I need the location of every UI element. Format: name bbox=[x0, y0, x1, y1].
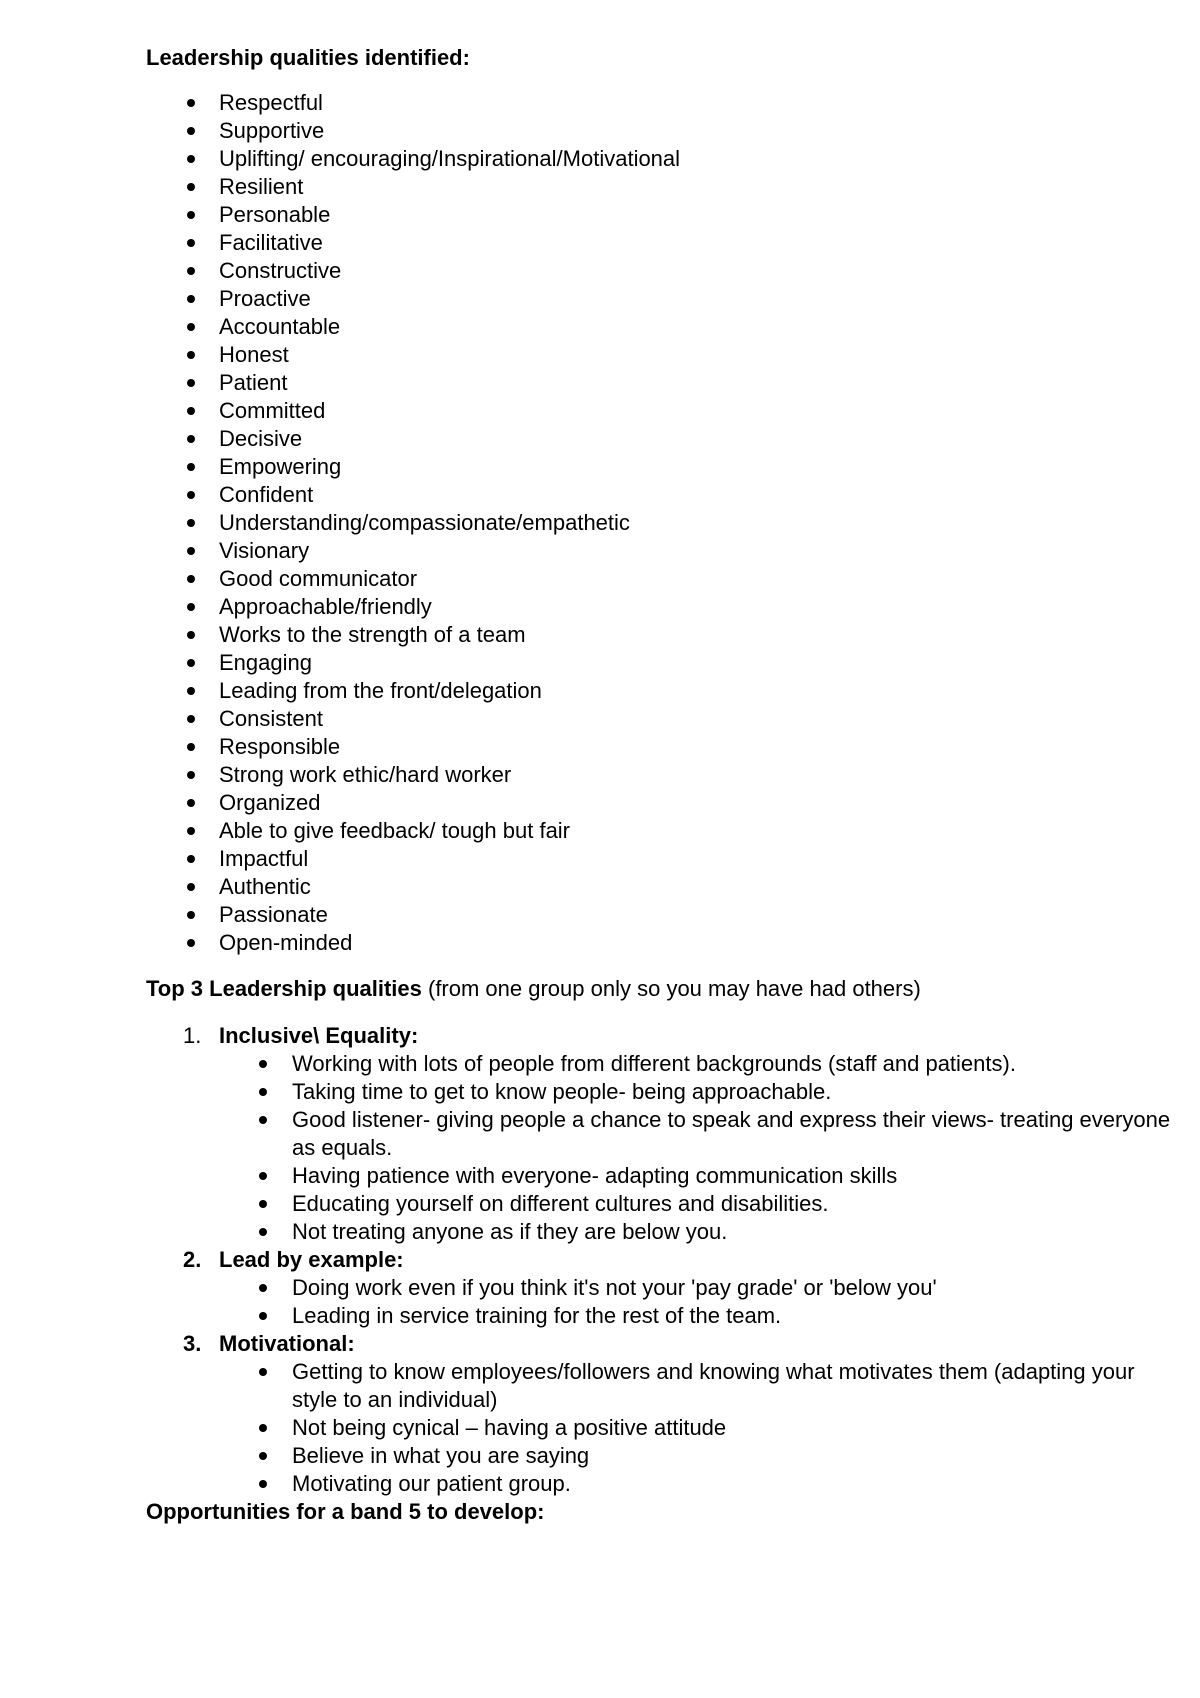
bullet-icon bbox=[259, 1284, 267, 1292]
top3-heading bbox=[146, 974, 1200, 1004]
quality-text: Supportive bbox=[219, 118, 325, 143]
point-text: Taking time to get to know people- being approachable. bbox=[292, 1079, 832, 1104]
quality-text: Strong work ethic/hard worker bbox=[219, 762, 512, 787]
item-point bbox=[219, 1218, 1172, 1246]
quality-text: Impactful bbox=[219, 846, 309, 871]
item-title: Inclusive\ Equality: bbox=[219, 1023, 419, 1048]
point-text: Motivating our patient group. bbox=[292, 1471, 571, 1496]
quality-text: Respectful bbox=[219, 90, 323, 115]
quality-list-item bbox=[146, 705, 1200, 733]
point-text: Working with lots of people from different backgrounds (staff and patients). bbox=[292, 1051, 1016, 1076]
bullet-icon bbox=[187, 295, 195, 303]
top3-list bbox=[146, 1022, 1200, 1498]
bullet-icon bbox=[187, 127, 195, 135]
quality-text: Understanding/compassionate/empathetic bbox=[219, 510, 630, 535]
point-text: Not being cynical – having a positive attitude bbox=[292, 1415, 727, 1440]
bullet-icon bbox=[259, 1116, 267, 1124]
quality-text: Confident bbox=[219, 482, 314, 507]
quality-list-item bbox=[146, 425, 1200, 453]
quality-text: Engaging bbox=[219, 650, 312, 675]
item-point bbox=[219, 1050, 1172, 1078]
quality-text: Patient bbox=[219, 370, 288, 395]
quality-text: Responsible bbox=[219, 734, 341, 759]
bullet-icon bbox=[187, 183, 195, 191]
quality-list-item bbox=[146, 817, 1200, 845]
point-text: Leading in service training for the rest of the team. bbox=[292, 1303, 782, 1328]
quality-text: Approachable/friendly bbox=[219, 594, 432, 619]
quality-list-item bbox=[146, 677, 1200, 705]
point-text: Doing work even if you think it's not your 'pay grade' or 'below you' bbox=[292, 1275, 937, 1300]
top3-item bbox=[146, 1246, 1200, 1330]
top3-item bbox=[146, 1022, 1200, 1246]
item-point bbox=[219, 1302, 1172, 1330]
quality-list-item bbox=[146, 621, 1200, 649]
quality-text: Consistent bbox=[219, 706, 323, 731]
quality-list-item bbox=[146, 145, 1200, 173]
point-text: Having patience with everyone- adapting communication skills bbox=[292, 1163, 898, 1188]
bullet-icon bbox=[187, 659, 195, 667]
quality-text: Committed bbox=[219, 398, 326, 423]
bullet-icon bbox=[187, 379, 195, 387]
quality-text: Good communicator bbox=[219, 566, 418, 591]
bullet-icon bbox=[259, 1172, 267, 1180]
quality-list-item bbox=[146, 173, 1200, 201]
quality-list-item bbox=[146, 369, 1200, 397]
bullet-icon bbox=[187, 799, 195, 807]
top3-heading-note: (from one group only so you may have had others) bbox=[421, 976, 921, 1001]
quality-text: Accountable bbox=[219, 314, 341, 339]
quality-list-item bbox=[146, 397, 1200, 425]
bullet-icon bbox=[187, 519, 195, 527]
bullet-icon bbox=[187, 631, 195, 639]
quality-text: Leading from the front/delegation bbox=[219, 678, 542, 703]
top3-heading-bold: Top 3 Leadership qualities bbox=[146, 976, 422, 1001]
bullet-icon bbox=[187, 771, 195, 779]
quality-list-item bbox=[146, 89, 1200, 117]
bullet-icon bbox=[187, 715, 195, 723]
quality-text: Facilitative bbox=[219, 230, 323, 255]
quality-list-item bbox=[146, 201, 1200, 229]
top3-item bbox=[146, 1330, 1200, 1498]
item-title: Motivational: bbox=[219, 1331, 355, 1356]
quality-text: Open-minded bbox=[219, 930, 353, 955]
bullet-icon bbox=[259, 1200, 267, 1208]
bullet-icon bbox=[187, 575, 195, 583]
bullet-icon bbox=[259, 1368, 267, 1376]
bullet-icon bbox=[187, 267, 195, 275]
quality-text: Authentic bbox=[219, 874, 311, 899]
quality-list-item bbox=[146, 733, 1200, 761]
quality-list-item bbox=[146, 761, 1200, 789]
quality-text: Able to give feedback/ tough but fair bbox=[219, 818, 571, 843]
item-title: Lead by example: bbox=[219, 1247, 404, 1272]
item-point bbox=[219, 1442, 1172, 1470]
quality-text: Honest bbox=[219, 342, 289, 367]
quality-list-item bbox=[146, 117, 1200, 145]
quality-list-item bbox=[146, 537, 1200, 565]
bullet-icon bbox=[187, 99, 195, 107]
bullet-icon bbox=[187, 407, 195, 415]
point-text: Not treating anyone as if they are below you. bbox=[292, 1219, 728, 1244]
bullet-icon bbox=[187, 491, 195, 499]
item-point bbox=[219, 1414, 1172, 1442]
quality-text: Personable bbox=[219, 202, 331, 227]
bullet-icon bbox=[187, 855, 195, 863]
bullet-icon bbox=[259, 1480, 267, 1488]
bullet-icon bbox=[187, 939, 195, 947]
quality-list-item bbox=[146, 453, 1200, 481]
quality-list-item bbox=[146, 481, 1200, 509]
item-number: 3. bbox=[183, 1331, 202, 1356]
item-points-list bbox=[219, 1050, 1200, 1246]
bullet-icon bbox=[187, 883, 195, 891]
quality-list-item bbox=[146, 313, 1200, 341]
qualities-list bbox=[146, 89, 1200, 957]
item-points-list bbox=[219, 1358, 1200, 1498]
quality-list-item bbox=[146, 901, 1200, 929]
item-point bbox=[219, 1358, 1172, 1414]
bullet-icon bbox=[187, 603, 195, 611]
bullet-icon bbox=[187, 239, 195, 247]
quality-text: Uplifting/ encouraging/Inspirational/Motivational bbox=[219, 146, 681, 171]
item-point bbox=[219, 1162, 1172, 1190]
quality-text: Constructive bbox=[219, 258, 342, 283]
point-text: Getting to know employees/followers and knowing what motivates them (adapting your style to an individual) bbox=[292, 1359, 1135, 1412]
quality-text: Proactive bbox=[219, 286, 311, 311]
item-point bbox=[219, 1078, 1172, 1106]
item-number: 2. bbox=[183, 1247, 202, 1272]
quality-text: Works to the strength of a team bbox=[219, 622, 526, 647]
opportunities-heading: Opportunities for a band 5 to develop: bbox=[146, 1499, 545, 1524]
quality-list-item bbox=[146, 873, 1200, 901]
bullet-icon bbox=[259, 1452, 267, 1460]
quality-list-item bbox=[146, 285, 1200, 313]
bullet-icon bbox=[187, 911, 195, 919]
bullet-icon bbox=[187, 351, 195, 359]
bullet-icon bbox=[187, 463, 195, 471]
quality-list-item bbox=[146, 929, 1200, 957]
item-point bbox=[219, 1274, 1172, 1302]
quality-list-item bbox=[146, 229, 1200, 257]
item-points-list bbox=[219, 1274, 1200, 1330]
point-text: Believe in what you are saying bbox=[292, 1443, 590, 1468]
bullet-icon bbox=[259, 1060, 267, 1068]
quality-text: Resilient bbox=[219, 174, 304, 199]
bullet-icon bbox=[187, 155, 195, 163]
quality-list-item bbox=[146, 845, 1200, 873]
qualities-heading: Leadership qualities identified: bbox=[146, 45, 470, 70]
point-text: Educating yourself on different cultures and disabilities. bbox=[292, 1191, 829, 1216]
quality-text: Visionary bbox=[219, 538, 310, 563]
bullet-icon bbox=[259, 1424, 267, 1432]
bullet-icon bbox=[259, 1088, 267, 1096]
item-number: 1. bbox=[183, 1023, 202, 1048]
bullet-icon bbox=[187, 547, 195, 555]
quality-list-item bbox=[146, 509, 1200, 537]
quality-list-item bbox=[146, 565, 1200, 593]
bullet-icon bbox=[187, 827, 195, 835]
quality-list-item bbox=[146, 593, 1200, 621]
item-point bbox=[219, 1470, 1172, 1498]
bullet-icon bbox=[187, 435, 195, 443]
bullet-icon bbox=[187, 687, 195, 695]
quality-text: Decisive bbox=[219, 426, 303, 451]
bullet-icon bbox=[259, 1228, 267, 1236]
item-point bbox=[219, 1190, 1172, 1218]
bullet-icon bbox=[187, 323, 195, 331]
bullet-icon bbox=[187, 211, 195, 219]
quality-list-item bbox=[146, 649, 1200, 677]
bullet-icon bbox=[259, 1312, 267, 1320]
bullet-icon bbox=[187, 743, 195, 751]
quality-list-item bbox=[146, 341, 1200, 369]
quality-text: Organized bbox=[219, 790, 321, 815]
quality-list-item bbox=[146, 789, 1200, 817]
quality-text: Passionate bbox=[219, 902, 328, 927]
item-point bbox=[219, 1106, 1172, 1162]
quality-list-item bbox=[146, 257, 1200, 285]
quality-text: Empowering bbox=[219, 454, 342, 479]
point-text: Good listener- giving people a chance to speak and express their views- treating everyone as equals. bbox=[292, 1107, 1171, 1160]
